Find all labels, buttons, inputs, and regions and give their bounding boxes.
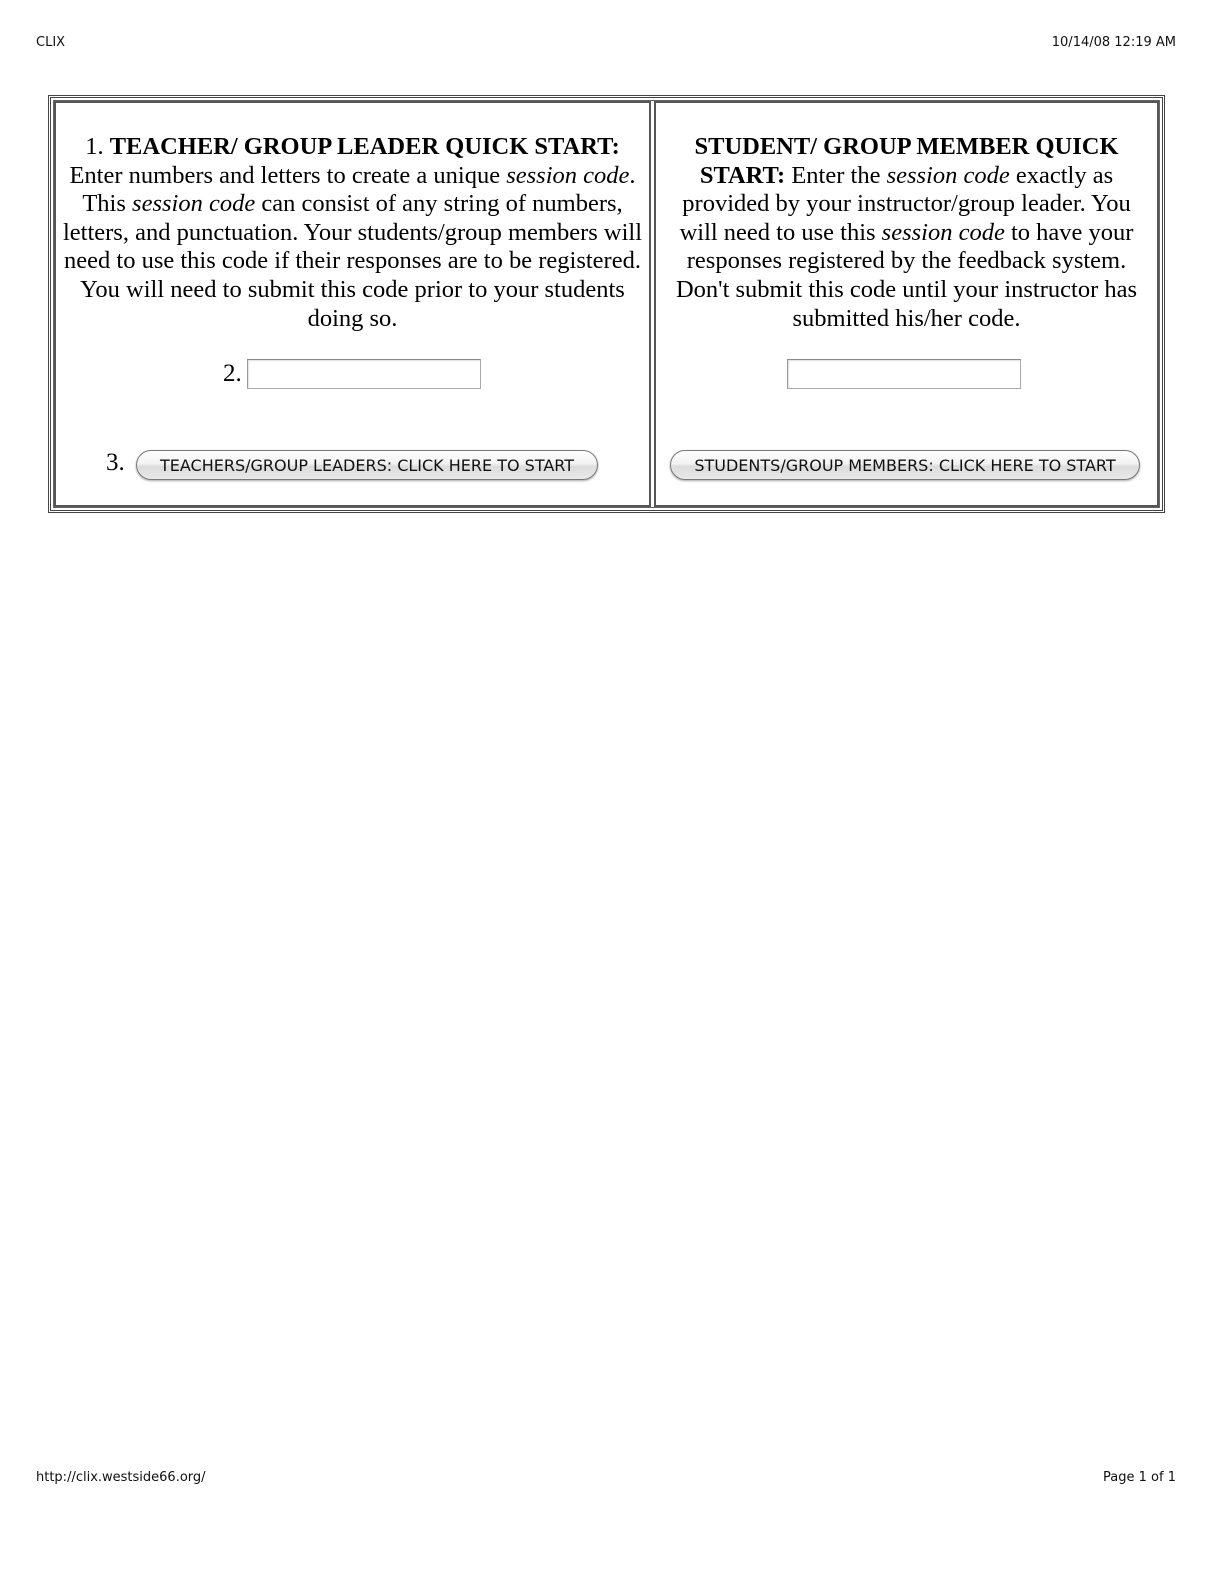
student-text-b: exactly as provided by your instructor/group leader. You will need to use this xyxy=(679,161,1131,246)
teacher-instructions xyxy=(62,133,643,333)
student-instructions xyxy=(662,133,1151,333)
student-session-code-input[interactable] xyxy=(787,359,1021,389)
teacher-em-a: session code xyxy=(506,161,630,189)
step-3-label: 3. xyxy=(106,449,125,476)
teacher-button-row xyxy=(56,448,649,482)
student-heading: STUDENT/ GROUP MEMBER QUICK START: xyxy=(694,133,1119,189)
student-code-row xyxy=(656,359,1157,391)
student-button-row xyxy=(656,448,1157,482)
student-em-a: session code xyxy=(886,161,1010,189)
page-title: CLIX xyxy=(36,35,66,50)
page-url: http://clix.westside66.org/ xyxy=(36,1470,206,1485)
teacher-session-code-input[interactable] xyxy=(247,359,481,389)
teacher-em-b: session code xyxy=(132,190,256,218)
print-header xyxy=(36,35,1176,50)
teacher-code-row xyxy=(56,359,649,391)
teacher-panel xyxy=(54,101,651,507)
student-start-button[interactable]: STUDENTS/GROUP MEMBERS: CLICK HERE TO START xyxy=(670,450,1140,480)
teacher-text-b: . This xyxy=(82,161,636,218)
teacher-start-button[interactable]: TEACHERS/GROUP LEADERS: CLICK HERE TO START xyxy=(136,450,598,480)
page-number: Page 1 of 1 xyxy=(1103,1470,1176,1485)
print-footer xyxy=(36,1470,1176,1485)
student-em-b: session code xyxy=(881,218,1005,246)
student-panel xyxy=(654,101,1159,507)
student-text-c: to have your responses registered by the feedback system. Don't submit this code until your instructor has submitted his/her code. xyxy=(675,218,1138,332)
print-datetime: 10/14/08 12:19 AM xyxy=(1051,35,1176,50)
step-2-label: 2. xyxy=(223,360,242,387)
student-text-a: Enter the xyxy=(791,161,881,189)
teacher-text-c: can consist of any string of numbers, letters, and punctuation. Your students/group members will need to use this code if their responses are to be registered. You will need to submit this code prior to your students doing so. xyxy=(62,190,643,332)
teacher-text-a: Enter numbers and letters to create a unique xyxy=(69,161,501,189)
step-1-label: 1. xyxy=(85,133,104,160)
teacher-heading: TEACHER/ GROUP LEADER QUICK START: xyxy=(109,133,620,160)
quick-start-table xyxy=(48,95,1165,513)
